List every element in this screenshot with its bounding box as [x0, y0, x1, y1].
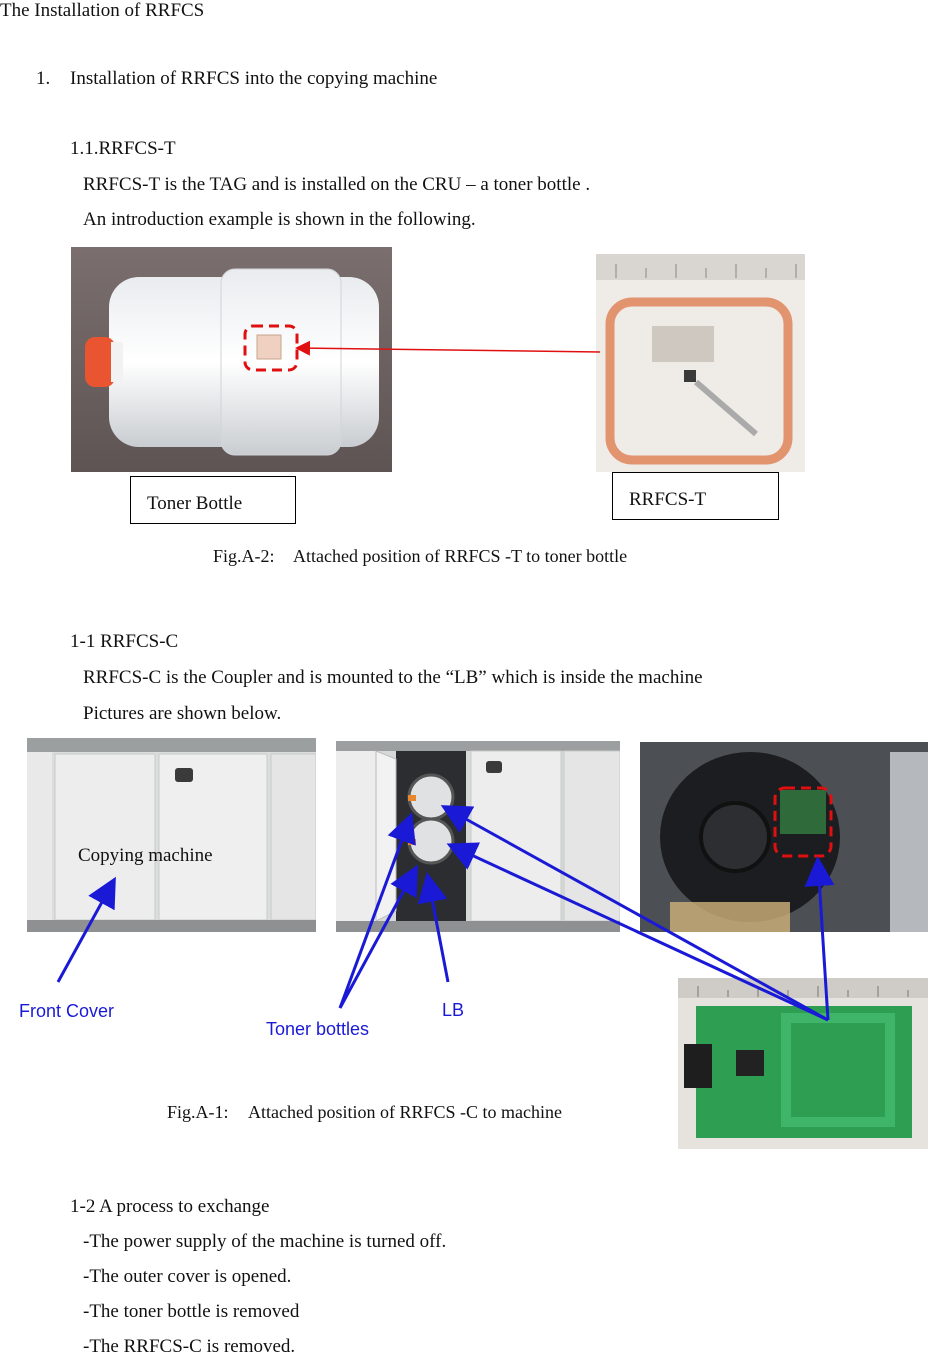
paragraph-line: Pictures are shown below.	[83, 703, 282, 724]
section-heading: Installation of RRFCS into the copying machine	[70, 68, 438, 89]
paragraph-line: An introduction example is shown in the following.	[83, 209, 476, 230]
subsection-heading-process: 1-2 A process to exchange	[70, 1196, 270, 1217]
document-title: The Installation of RRFCS	[0, 0, 205, 21]
label-rrfcs-t: RRFCS-T	[612, 472, 779, 520]
subsection-heading-t: 1.1.RRFCS-T	[70, 138, 176, 159]
rrfcs-t-tag-photo	[596, 254, 805, 472]
figure-caption-a1: Attached position of RRFCS -C to machine	[248, 1102, 562, 1122]
paragraph-line: RRFCS-C is the Coupler and is mounted to the “LB” which is inside the machine	[83, 667, 703, 688]
process-step: -The power supply of the machine is turned off.	[83, 1231, 447, 1252]
machine-open-cover-photo	[336, 741, 620, 932]
process-step: -The RRFCS-C is removed.	[83, 1336, 296, 1357]
label-lb: LB	[442, 1000, 465, 1020]
paragraph-line: RRFCS-T is the TAG and is installed on the CRU – a toner bottle .	[83, 174, 591, 195]
label-front-cover: Front Cover	[19, 1001, 115, 1021]
figure-number-a2: Fig.A-2:	[213, 546, 275, 566]
section-number: 1.	[36, 68, 51, 89]
inside-machine-photo	[640, 742, 928, 932]
process-step: -The outer cover is opened.	[83, 1266, 292, 1287]
subsection-heading-c: 1-1 RRFCS-C	[70, 631, 179, 652]
figure-caption-a2: Attached position of RRFCS -T to toner bottle	[293, 546, 628, 566]
copying-machine-photo	[27, 738, 316, 932]
label-toner-bottles: Toner bottles	[266, 1019, 370, 1039]
label-toner-bottle: Toner Bottle	[130, 476, 296, 524]
label-copying-machine: Copying machine	[78, 845, 213, 866]
process-step: -The toner bottle is removed	[83, 1301, 300, 1322]
figure-number-a1: Fig.A-1:	[167, 1102, 229, 1122]
rrfcs-c-board-photo	[678, 978, 928, 1149]
toner-bottle-photo	[71, 247, 392, 472]
